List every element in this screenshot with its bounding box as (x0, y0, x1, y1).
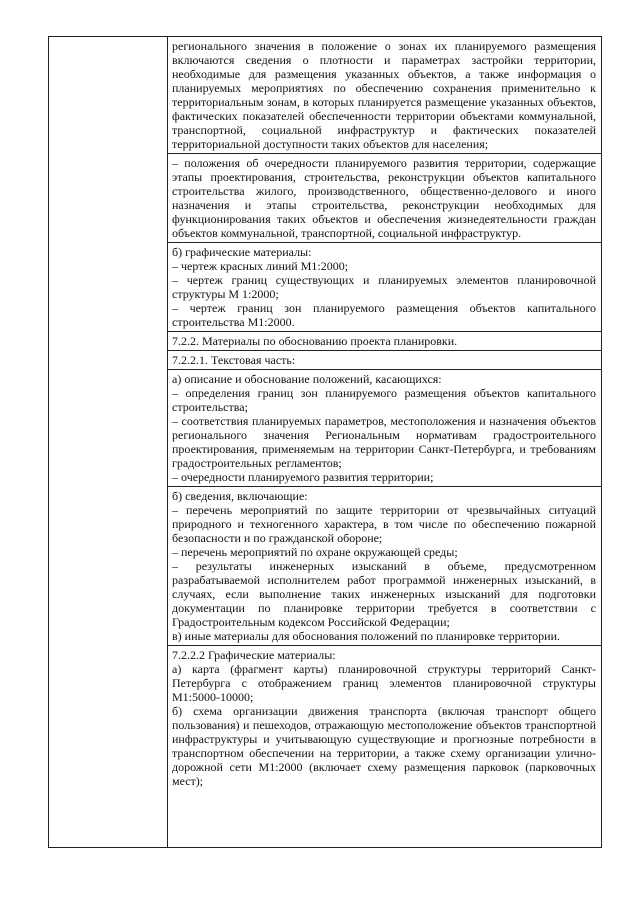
text-line: – положения об очередности планируемого развития территории, содержащие этапы проектирования, строительства, реконструкции объектов капитального строительства жилого, производственного, общественно-делового и иного назначения и этапы строительства, реконструкции необходимых для функционирования таких объектов и обеспечения жизнедеятельности граждан объектов коммунальной, транспортной, социальной инфраструктур. (172, 156, 596, 240)
text-block-2 (168, 154, 601, 243)
content-table (48, 36, 602, 848)
table-left-column (49, 37, 168, 847)
text-block-4 (168, 332, 601, 351)
text-line: 7.2.2. Материалы по обоснованию проекта планировки. (172, 334, 458, 348)
text-line: б) схема организации движения транспорта (включая транспорт общего пользования) и пешеходов, отражающую местоположение объектов транспортной инфраструктуры и учитывающую существующие и прогнозные потребности в транспортном обеспечении на территории, а также схему организации улично-дорожной сети М1:2000 (включает схему размещения парковок (парковочных мест); (172, 704, 596, 788)
text-block-7 (168, 487, 601, 646)
text-line: – перечень мероприятий по защите территории от чрезвычайных ситуаций природного и техногенного характера, в том числе по обеспечению пожарной безопасности и по гражданской обороне; (172, 503, 596, 545)
text-block-8 (168, 646, 601, 790)
text-line: – чертеж красных линий М1:2000; (172, 259, 349, 273)
text-line: – чертеж границ существующих и планируемых элементов планировочной структуры М 1:2000; (172, 273, 596, 301)
text-line: 7.2.2.1. Текстовая часть: (172, 353, 296, 367)
text-line: – соответствия планируемых параметров, местоположения и назначения объектов регионального значения Региональным нормативам градостроительного проектирования, применяемым на территории Санкт-Петербурга, и требованиям градостроительных регламентов; (172, 414, 596, 470)
text-block-6 (168, 370, 601, 487)
text-line: – очередности планируемого развития территории; (172, 470, 434, 484)
text-line: – результаты инженерных изысканий в объеме, предусмотренном разрабатываемой исполнителем работ программой инженерных изысканий, в случаях, если выполнение таких инженерных изысканий для подготовки документации по планировке территории требуется в соответствии с Градостроительным кодексом Российской Федерации; (172, 559, 596, 629)
text-line: – перечень мероприятий по охране окружающей среды; (172, 545, 458, 559)
text-line: регионального значения в положение о зонах их планируемого размещения включаются сведения о плотности и параметрах застройки территории, необходимые для размещения указанных объектов, а также информация о планируемых мероприятиях по обеспечению сохранения применительно к территориальным зонам, в которых планируется размещение указанных объектов, фактических показателей обеспеченности территории объектами коммунальной, транспортной, социальной инфраструктур и фактических показателей территориальной доступности таких объектов для населения; (172, 39, 596, 151)
text-block-3 (168, 243, 601, 332)
text-block-1 (168, 37, 601, 154)
text-line: а) описание и обоснование положений, касающихся: (172, 372, 442, 386)
text-line: б) графические материалы: (172, 245, 312, 259)
text-line: – чертеж границ зон планируемого размещения объектов капитального строительства М1:2000. (172, 301, 596, 329)
text-line: а) карта (фрагмент карты) планировочной структуры территорий Санкт-Петербурга с отображением границ элементов планировочной структуры М1:5000-10000; (172, 662, 596, 704)
text-line: в) иные материалы для обоснования положений по планировке территории. (172, 629, 560, 643)
text-line: 7.2.2.2 Графические материалы: (172, 648, 336, 662)
table-right-column (168, 37, 601, 847)
text-block-5 (168, 351, 601, 370)
text-line: б) сведения, включающие: (172, 489, 308, 503)
text-line: – определения границ зон планируемого размещения объектов капитального строительства; (172, 386, 596, 414)
